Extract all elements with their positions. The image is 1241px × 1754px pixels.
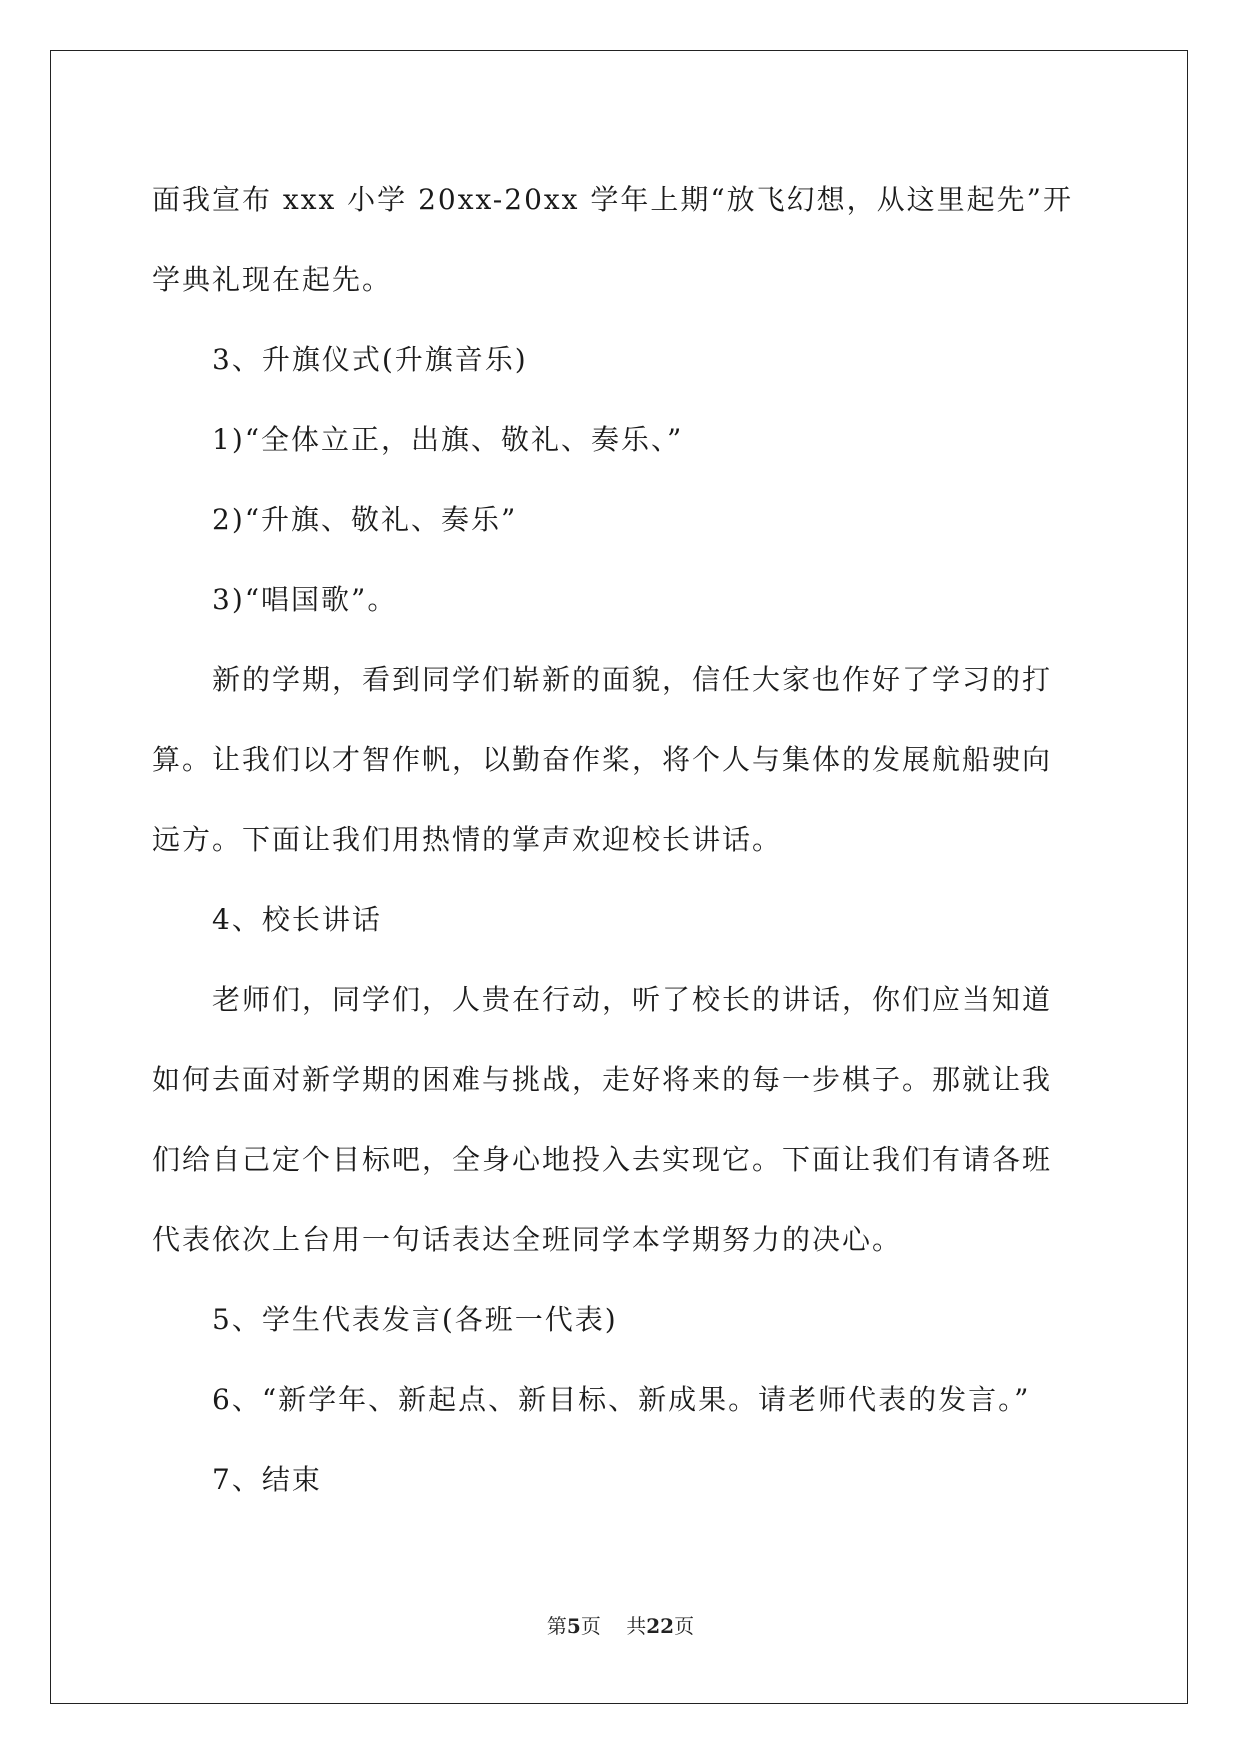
total-page-number: 22 [646,1614,675,1638]
list-item: 3)“唱国歌”。 [212,583,398,616]
section-heading: 6、“新学年、新起点、新目标、新成果。请老师代表的发言。” [212,1383,1031,1416]
paragraph-line: 们给自己定个目标吧，全身心地投入去实现它。下面让我们有请各班 [152,1143,1053,1176]
list-item: 2)“升旗、敬礼、奏乐” [212,503,518,536]
footer-total-prefix: 共 [626,1614,647,1638]
paragraph-line: 老师们，同学们，人贵在行动，听了校长的讲话，你们应当知道 [212,983,1053,1016]
list-item: 1)“全体立正，出旗、敬礼、奏乐、” [212,423,684,456]
section-heading: 7、结束 [212,1463,322,1496]
paragraph-line: 远方。下面让我们用热情的掌声欢迎校长讲话。 [152,823,783,856]
footer-page-suffix: 页 [580,1614,601,1638]
footer-total-suffix: 页 [674,1614,695,1638]
section-heading: 5、学生代表发言(各班一代表) [212,1303,618,1336]
paragraph-line: 如何去面对新学期的困难与挑战，走好将来的每一步棋子。那就让我 [152,1063,1053,1096]
section-heading: 3、升旗仪式(升旗音乐) [212,343,528,376]
document-body [152,160,1092,1520]
paragraph-line: 代表依次上台用一句话表达全班同学本学期努力的决心。 [152,1223,903,1256]
paragraph-line: 学典礼现在起先。 [152,263,393,296]
paragraph-line: 算。让我们以才智作帆，以勤奋作桨，将个人与集体的发展航船驶向 [152,743,1053,776]
current-page-number: 5 [566,1614,581,1638]
page-number-footer [0,1610,1241,1639]
paragraph-line: 新的学期，看到同学们崭新的面貌，信任大家也作好了学习的打 [212,663,1053,696]
paragraph-line: 面我宣布 xxx 小学 20xx-20xx 学年上期“放飞幻想，从这里起先”开 [152,183,1073,216]
footer-prefix: 第 [546,1614,567,1638]
section-heading: 4、校长讲话 [212,903,382,936]
